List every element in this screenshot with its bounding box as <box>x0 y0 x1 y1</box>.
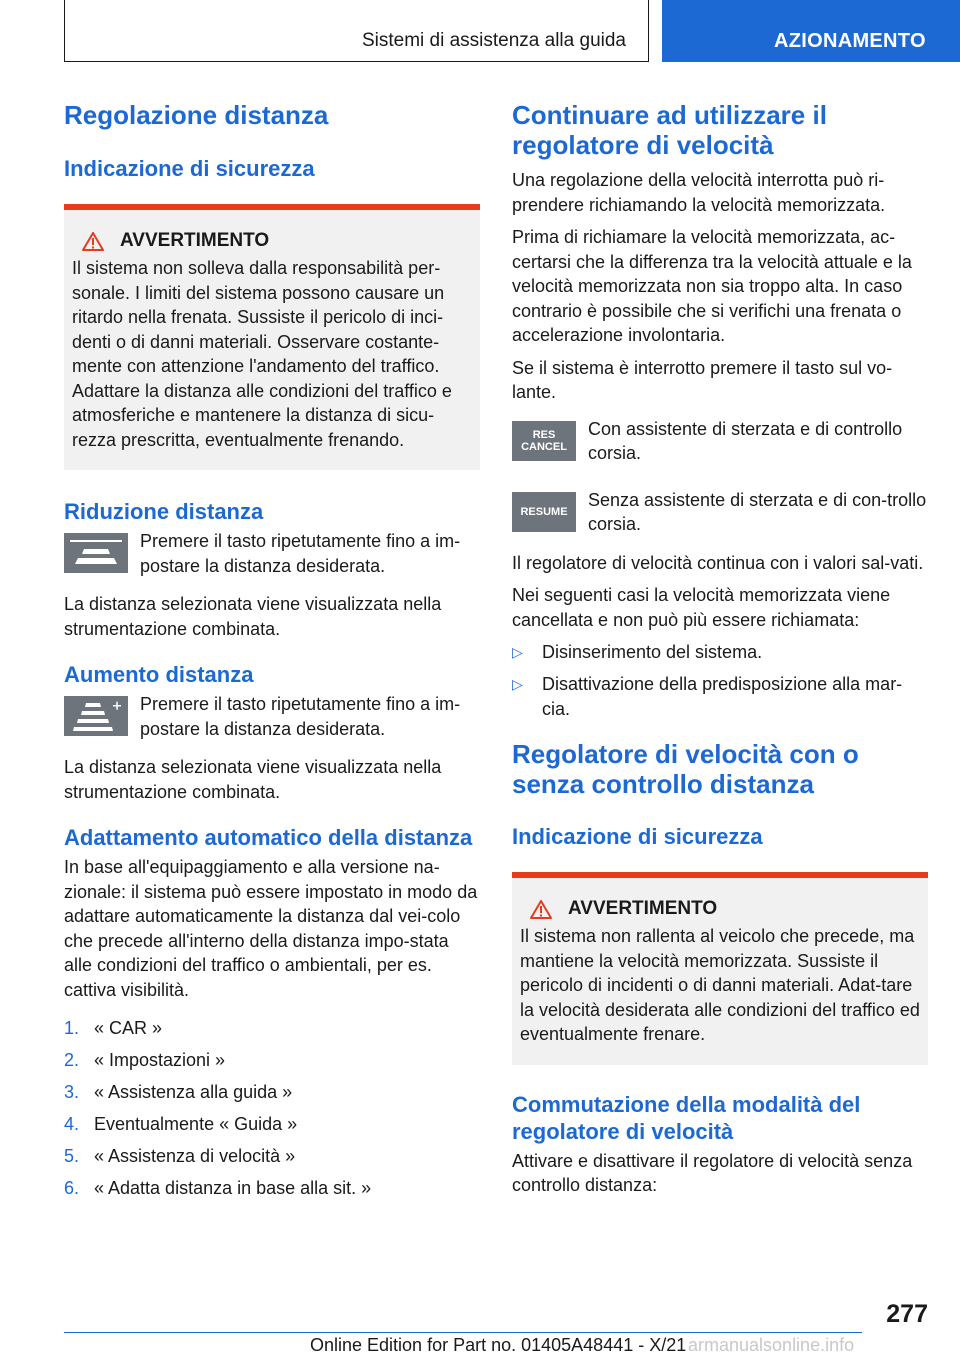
reduce-instruction <box>64 529 480 578</box>
list-item <box>64 1016 480 1041</box>
page-number: 277 <box>886 1300 928 1328</box>
heading-safety: Indicazione di sicurezza <box>512 824 763 849</box>
step-text: « Impostazioni » <box>94 1050 226 1070</box>
bullet-text: Disinserimento del sistema. <box>542 642 763 662</box>
auto-text: In base all'equipaggiamento e alla versione na-zionale: il sistema può essere impostato in modo da adattare automaticamente la distanza dal vei-colo che precede all'interno della distanza impo-stata alle condizioni del traffico o ambientali, per es. cattiva visibilità. <box>64 857 478 1000</box>
bullet-list <box>512 640 928 721</box>
step-text: « Assistenza alla guida » <box>94 1082 293 1102</box>
res-cancel-text: Con assistente di sterzata e di controllo corsia. <box>588 418 903 463</box>
step-number: 2. <box>64 1050 80 1070</box>
bullet-icon: ▷ <box>512 676 523 692</box>
increase-text: La distanza selezionata viene visualizzata nella strumentazione combinata. <box>64 757 442 802</box>
step-number: 4. <box>64 1114 80 1134</box>
paragraph: Prima di richiamare la velocità memorizzata, ac-certarsi che la differenza tra la velocità attuale e la velocità memorizzata non sia troppo alta. In caso contrario è possibile che si verifichi una frenata o accelerazione involontaria. <box>512 227 912 345</box>
left-column <box>64 100 480 1208</box>
step-text: « Assistenza di velocità » <box>94 1146 296 1166</box>
warning-title <box>520 898 920 920</box>
footer-divider <box>64 1332 862 1333</box>
increase-instruction <box>64 692 480 741</box>
heading-adattamento: Adattamento automatico della distanza <box>64 825 473 850</box>
list-item <box>512 672 928 721</box>
heading-safety: Indicazione di sicurezza <box>64 156 315 181</box>
distance-increase-key-icon <box>64 696 128 736</box>
list-item <box>64 1112 480 1137</box>
heading-continuare: Continuare ad utilizzare il regolatore di velocità <box>512 100 827 160</box>
distance-reduce-key-icon <box>64 533 128 573</box>
bullet-icon: ▷ <box>512 644 523 660</box>
warning-icon <box>82 232 104 251</box>
chapter-label: AZIONAMENTO <box>774 30 926 52</box>
paragraph: Se il sistema è interrotto premere il tasto sul vo-lante. <box>512 357 893 402</box>
step-number: 6. <box>64 1178 80 1198</box>
watermark: armanualsonline.info <box>688 1335 855 1355</box>
paragraph: Attivare e disattivare il regolatore di velocità senza controllo distanza: <box>512 1150 913 1195</box>
heading-riduzione: Riduzione distanza <box>64 499 264 524</box>
heading-aumento: Aumento distanza <box>64 662 254 687</box>
page-header <box>0 0 960 64</box>
warning-title-label: AVVERTIMENTO <box>120 230 270 251</box>
warning-text: Il sistema non solleva dalla responsabilità per-sonale. I limiti del sistema possono causare un ritardo nella frenata. Sussiste il pericolo di inci-denti o di danni materiali. Osservare costante-mente con attenzione l'andamento del traffico. Adattare la distanza alle condizioni del traffico e atmosferiche e mantenere la distanza di sicu-rezza prescritta, eventualmente frenando. <box>72 258 452 450</box>
key-label: CANCEL <box>521 440 567 453</box>
warning-box <box>64 204 480 470</box>
reduce-icon-text: Premere il tasto ripetutamente fino a im-postare la distanza desiderata. <box>140 531 461 576</box>
heading-regolazione-distanza: Regolazione distanza <box>64 100 329 130</box>
step-number: 5. <box>64 1146 80 1166</box>
increase-icon-text: Premere il tasto ripetutamente fino a im-postare la distanza desiderata. <box>140 694 461 739</box>
res-cancel-key-icon <box>512 421 576 461</box>
section-title: Sistemi di assistenza alla guida <box>361 30 626 51</box>
heading-commutazione: Commutazione della modalità del regolatore di velocità <box>512 1091 861 1144</box>
chapter-tab[interactable] <box>662 0 960 62</box>
steps-list <box>64 1016 480 1201</box>
paragraph: Nei seguenti casi la velocità memorizzata viene cancellata e non può più essere richiamata: <box>512 585 891 630</box>
list-item <box>64 1176 480 1201</box>
section-box <box>64 0 649 62</box>
list-item <box>64 1048 480 1073</box>
warning-text: Il sistema non rallenta al veicolo che precede, ma mantiene la velocità memorizzata. Sussiste il pericolo di incidenti o di danni materiali. Adat-tare la velocità desiderata alle condizioni del traffico ed eventualmente frenare. <box>520 926 920 1044</box>
step-number: 1. <box>64 1018 80 1038</box>
resume-instruction <box>512 488 928 537</box>
reduce-text: La distanza selezionata viene visualizzata nella strumentazione combinata. <box>64 594 442 639</box>
paragraph: Una regolazione della velocità interrotta può ri-prendere richiamando la velocità memorizzata. <box>512 170 886 215</box>
resume-key-icon <box>512 492 576 532</box>
key-label: RESUME <box>520 505 568 518</box>
warning-box <box>512 872 928 1065</box>
res-cancel-instruction <box>512 417 928 466</box>
list-item <box>512 640 928 665</box>
warning-title <box>72 230 472 252</box>
heading-regolatore: Regolatore di velocità con o senza controllo distanza <box>512 739 859 799</box>
step-text: « Adatta distanza in base alla sit. » <box>94 1178 372 1198</box>
bullet-text: Disattivazione della predisposizione alla mar-cia. <box>542 674 903 719</box>
warning-icon <box>530 900 552 919</box>
key-label: RES <box>532 428 556 441</box>
paragraph: Il regolatore di velocità continua con i valori sal-vati. <box>512 552 924 573</box>
step-text: Eventualmente « Guida » <box>94 1114 298 1134</box>
resume-text: Senza assistente di sterzata e di con-trollo corsia. <box>588 489 927 534</box>
step-number: 3. <box>64 1082 80 1102</box>
right-column <box>512 100 928 1198</box>
warning-title-label: AVVERTIMENTO <box>568 898 718 919</box>
step-text: « CAR » <box>94 1018 163 1038</box>
edition-text: Online Edition for Part no. 01405A48441 - X/21 <box>310 1335 687 1355</box>
list-item <box>64 1080 480 1105</box>
list-item <box>64 1144 480 1169</box>
